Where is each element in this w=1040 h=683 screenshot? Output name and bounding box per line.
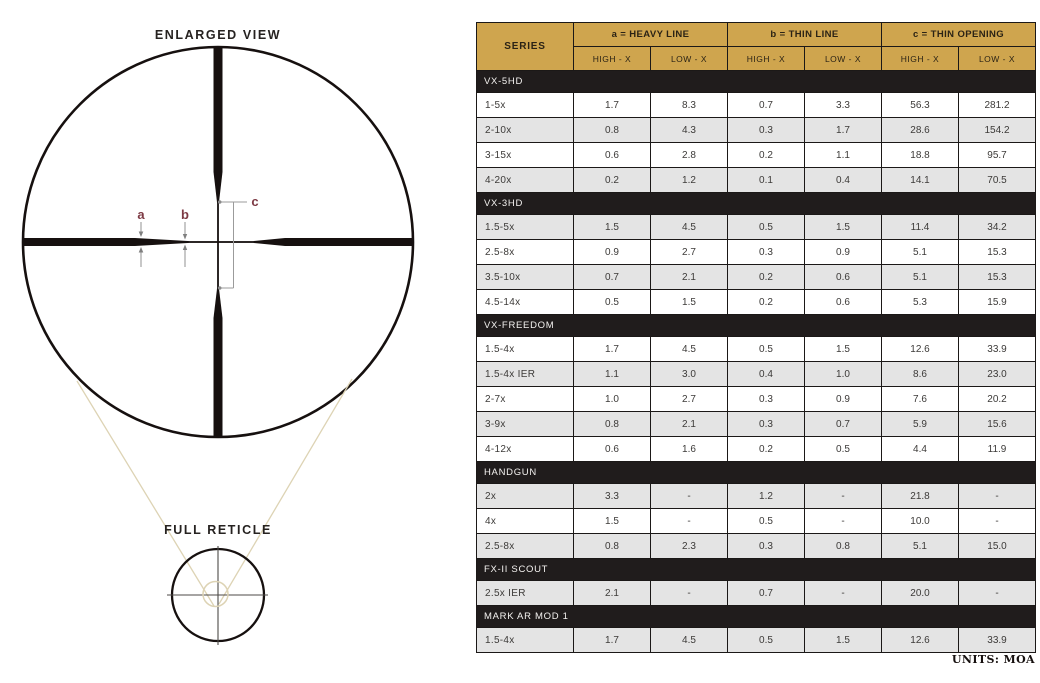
value-cell: 0.6 [574, 437, 651, 462]
sub-header-high-x: HIGH - X [574, 47, 651, 71]
value-cell: 4.5 [651, 215, 728, 240]
projection-line-right [219, 379, 352, 604]
value-cell: 5.1 [882, 265, 959, 290]
projection-line-left [77, 381, 214, 606]
value-cell: - [651, 484, 728, 509]
series-cell: 1.5-4x [477, 337, 574, 362]
series-cell: 3-15x [477, 143, 574, 168]
series-cell: 2.5-8x [477, 240, 574, 265]
value-cell: 0.1 [728, 168, 805, 193]
label-a: a [137, 207, 145, 222]
value-cell: 1.6 [651, 437, 728, 462]
value-cell: 0.8 [574, 412, 651, 437]
value-cell: 0.3 [728, 412, 805, 437]
value-cell: - [959, 509, 1036, 534]
value-cell: 5.9 [882, 412, 959, 437]
value-cell: 1.1 [574, 362, 651, 387]
table-header [477, 23, 1036, 71]
table-row [477, 509, 1036, 534]
value-cell: - [805, 484, 882, 509]
section-header-row [477, 315, 1036, 337]
subtension-table [476, 22, 1036, 653]
c-dot-top [218, 200, 222, 204]
series-cell: 2x [477, 484, 574, 509]
heavy-post-right [253, 238, 413, 246]
series-cell: 2-7x [477, 387, 574, 412]
value-cell: 1.5 [805, 337, 882, 362]
value-cell: 15.3 [959, 240, 1036, 265]
value-cell: 0.9 [805, 387, 882, 412]
value-cell: 12.6 [882, 628, 959, 653]
a-arrowhead-down [139, 232, 144, 238]
value-cell: 0.6 [574, 143, 651, 168]
value-cell: 20.2 [959, 387, 1036, 412]
heavy-post-left [23, 238, 190, 246]
value-cell: 0.9 [574, 240, 651, 265]
value-cell: 5.1 [882, 534, 959, 559]
value-cell: 1.5 [805, 215, 882, 240]
value-cell: 0.2 [728, 143, 805, 168]
value-cell: 33.9 [959, 337, 1036, 362]
enlarged-view-title: ENLARGED VIEW [154, 28, 282, 42]
value-cell: - [651, 581, 728, 606]
value-cell: 1.5 [574, 509, 651, 534]
value-cell: 7.6 [882, 387, 959, 412]
value-cell: 0.8 [574, 118, 651, 143]
value-cell: 4.5 [651, 628, 728, 653]
series-cell: 1-5x [477, 93, 574, 118]
value-cell: 0.4 [805, 168, 882, 193]
value-cell: 95.7 [959, 143, 1036, 168]
heavy-post-bottom [214, 288, 223, 437]
section-label: MARK AR MOD 1 [477, 606, 1036, 628]
table-row [477, 337, 1036, 362]
value-cell: 0.5 [805, 437, 882, 462]
value-cell: 0.2 [728, 290, 805, 315]
value-cell: 5.1 [882, 240, 959, 265]
value-cell: 2.7 [651, 240, 728, 265]
sub-header-low-x: LOW - X [805, 47, 882, 71]
value-cell: 1.1 [805, 143, 882, 168]
value-cell: 4.5 [651, 337, 728, 362]
value-cell: 0.7 [728, 93, 805, 118]
table-row [477, 628, 1036, 653]
value-cell: 0.6 [805, 265, 882, 290]
value-cell: 1.7 [574, 628, 651, 653]
table-row [477, 484, 1036, 509]
section-header-row [477, 606, 1036, 628]
sub-header-low-x: LOW - X [959, 47, 1036, 71]
sub-header-high-x: HIGH - X [882, 47, 959, 71]
value-cell: 1.5 [651, 290, 728, 315]
c-dot-bottom [218, 286, 222, 290]
table-row [477, 240, 1036, 265]
section-label: VX-5HD [477, 71, 1036, 93]
value-cell: 2.1 [651, 265, 728, 290]
value-cell: 0.7 [728, 581, 805, 606]
series-cell: 4-20x [477, 168, 574, 193]
value-cell: 1.2 [728, 484, 805, 509]
group-header-row [477, 23, 1036, 47]
value-cell: 8.3 [651, 93, 728, 118]
value-cell: 15.9 [959, 290, 1036, 315]
section-label: HANDGUN [477, 462, 1036, 484]
value-cell: 1.7 [574, 337, 651, 362]
heavy-post-top [214, 47, 223, 203]
value-cell: - [805, 509, 882, 534]
value-cell: 1.7 [574, 93, 651, 118]
series-cell: 2.5-8x [477, 534, 574, 559]
value-cell: 2.1 [574, 581, 651, 606]
value-cell: 2.8 [651, 143, 728, 168]
value-cell: 15.3 [959, 265, 1036, 290]
value-cell: 15.6 [959, 412, 1036, 437]
value-cell: 0.5 [728, 215, 805, 240]
value-cell: 21.8 [882, 484, 959, 509]
table-body [477, 71, 1036, 653]
value-cell: 34.2 [959, 215, 1036, 240]
value-cell: 0.8 [574, 534, 651, 559]
units-label: UNITS: MOA [951, 653, 1035, 666]
table-row [477, 168, 1036, 193]
sub-header-high-x: HIGH - X [728, 47, 805, 71]
value-cell: 0.7 [574, 265, 651, 290]
value-cell: 1.2 [651, 168, 728, 193]
value-cell: 0.6 [805, 290, 882, 315]
value-cell: - [959, 484, 1036, 509]
value-cell: 0.2 [728, 265, 805, 290]
series-cell: 2.5x IER [477, 581, 574, 606]
value-cell: 28.6 [882, 118, 959, 143]
value-cell: 8.6 [882, 362, 959, 387]
a-arrowhead-up [139, 247, 144, 253]
series-cell: 1.5-5x [477, 215, 574, 240]
value-cell: 0.3 [728, 240, 805, 265]
value-cell: - [805, 581, 882, 606]
b-arrowhead-down [183, 234, 187, 240]
value-cell: 4.4 [882, 437, 959, 462]
value-cell: 3.3 [805, 93, 882, 118]
table-row [477, 290, 1036, 315]
value-cell: 1.7 [805, 118, 882, 143]
full-reticle-title: FULL RETICLE [164, 523, 272, 537]
thin-line-vertical [217, 203, 219, 288]
value-cell: 11.9 [959, 437, 1036, 462]
value-cell: - [651, 509, 728, 534]
series-cell: 1.5-4x [477, 628, 574, 653]
value-cell: 1.5 [574, 215, 651, 240]
thin-line-horizontal [190, 241, 253, 243]
value-cell: 281.2 [959, 93, 1036, 118]
value-cell: 0.5 [728, 509, 805, 534]
value-cell: 0.2 [728, 437, 805, 462]
value-cell: 20.0 [882, 581, 959, 606]
group-header-thin-opening: c = THIN OPENING [882, 23, 1036, 47]
label-b: b [181, 207, 189, 222]
value-cell: 14.1 [882, 168, 959, 193]
table-row [477, 412, 1036, 437]
section-label: VX-3HD [477, 193, 1036, 215]
value-cell: 33.9 [959, 628, 1036, 653]
table-row [477, 265, 1036, 290]
section-header-row [477, 71, 1036, 93]
sub-header-low-x: LOW - X [651, 47, 728, 71]
table-row [477, 215, 1036, 240]
table-row [477, 118, 1036, 143]
group-header-thin-line: b = THIN LINE [728, 23, 882, 47]
section-header-row [477, 462, 1036, 484]
value-cell: 0.3 [728, 118, 805, 143]
value-cell: 0.7 [805, 412, 882, 437]
value-cell: 2.1 [651, 412, 728, 437]
series-column-header: SERIES [477, 23, 574, 71]
section-label: FX-II SCOUT [477, 559, 1036, 581]
section-header-row [477, 193, 1036, 215]
value-cell: 2.7 [651, 387, 728, 412]
value-cell: 0.5 [728, 628, 805, 653]
value-cell: 12.6 [882, 337, 959, 362]
series-cell: 4-12x [477, 437, 574, 462]
value-cell: 1.0 [574, 387, 651, 412]
value-cell: 3.0 [651, 362, 728, 387]
table-row [477, 362, 1036, 387]
value-cell: 154.2 [959, 118, 1036, 143]
value-cell: 0.5 [574, 290, 651, 315]
section-header-row [477, 559, 1036, 581]
value-cell: 5.3 [882, 290, 959, 315]
value-cell: 0.4 [728, 362, 805, 387]
value-cell: 0.8 [805, 534, 882, 559]
label-c: c [251, 194, 259, 209]
series-cell: 1.5-4x IER [477, 362, 574, 387]
value-cell: 11.4 [882, 215, 959, 240]
value-cell: 0.9 [805, 240, 882, 265]
value-cell: 0.3 [728, 534, 805, 559]
value-cell: 3.3 [574, 484, 651, 509]
series-cell: 3.5-10x [477, 265, 574, 290]
value-cell: 10.0 [882, 509, 959, 534]
value-cell: 0.2 [574, 168, 651, 193]
value-cell: 1.5 [805, 628, 882, 653]
b-arrowhead-up [183, 245, 187, 251]
value-cell: 70.5 [959, 168, 1036, 193]
table-row [477, 93, 1036, 118]
table-row [477, 437, 1036, 462]
series-cell: 4x [477, 509, 574, 534]
series-cell: 2-10x [477, 118, 574, 143]
table-row [477, 581, 1036, 606]
table-row [477, 534, 1036, 559]
value-cell: 0.3 [728, 387, 805, 412]
value-cell: 23.0 [959, 362, 1036, 387]
group-header-heavy-line: a = HEAVY LINE [574, 23, 728, 47]
value-cell: - [959, 581, 1036, 606]
table-row [477, 143, 1036, 168]
value-cell: 2.3 [651, 534, 728, 559]
series-cell: 3-9x [477, 412, 574, 437]
table-row [477, 387, 1036, 412]
reticle-diagram [0, 0, 470, 683]
section-label: VX-FREEDOM [477, 315, 1036, 337]
value-cell: 18.8 [882, 143, 959, 168]
value-cell: 15.0 [959, 534, 1036, 559]
series-cell: 4.5-14x [477, 290, 574, 315]
value-cell: 4.3 [651, 118, 728, 143]
value-cell: 0.5 [728, 337, 805, 362]
value-cell: 1.0 [805, 362, 882, 387]
value-cell: 56.3 [882, 93, 959, 118]
